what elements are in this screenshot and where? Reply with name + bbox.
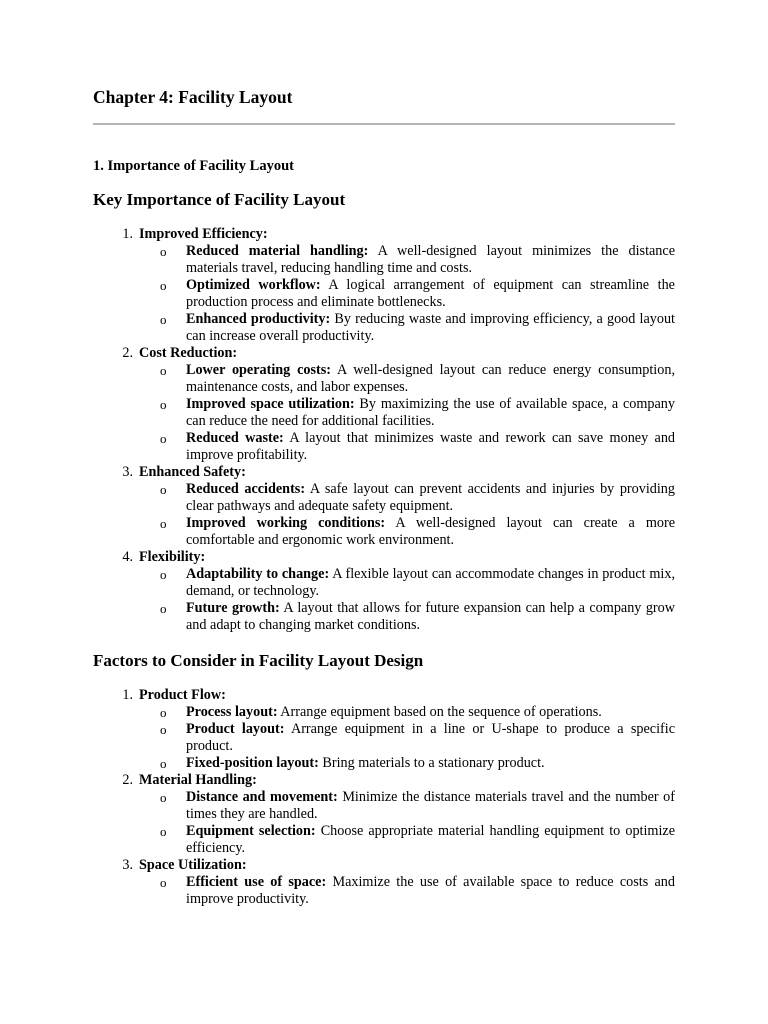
list-number: 2. [122, 345, 133, 361]
sub-item-text: By maximizing the use of available space, a company can reduce the need for additional facilities. [186, 396, 675, 429]
sub-item-term: Future growth: [186, 600, 280, 616]
list-item-label: Flexibility: [139, 549, 206, 565]
sub-item-term: Product layout: [186, 721, 285, 737]
bullet-icon: o [160, 601, 167, 616]
section-heading: Factors to Consider in Facility Layout Design [93, 651, 424, 670]
sub-list-item [139, 874, 675, 908]
sub-item-term: Distance and movement: [186, 789, 338, 805]
section-heading: Key Importance of Facility Layout [93, 190, 346, 209]
sub-list-item [139, 515, 675, 549]
list-number: 1. [122, 687, 133, 703]
sub-item-text: A layout that allows for future expansion can help a company grow and adapt to changing market conditions. [186, 600, 675, 633]
list-number: 1. [122, 226, 133, 242]
sub-item-text: Arrange equipment in a line or U-shape to produce a specific product. [186, 721, 675, 754]
list-item [93, 687, 675, 772]
sub-item-term: Equipment selection: [186, 823, 316, 839]
sub-item-text: A logical arrangement of equipment can streamline the production process and eliminate bottlenecks. [186, 277, 675, 310]
sub-item-text: Choose appropriate material handling equipment to optimize efficiency. [186, 823, 675, 856]
bullet-icon: o [160, 722, 167, 737]
sub-item-term: Fixed-position layout: [186, 755, 319, 771]
list-item-label: Enhanced Safety: [139, 464, 246, 480]
sub-list [139, 362, 675, 464]
list-item-label: Space Utilization: [139, 857, 247, 873]
document-body [93, 189, 675, 908]
sub-list-item [139, 430, 675, 464]
section-subheading: 1. Importance of Facility Layout [93, 158, 294, 174]
sub-item-text: Arrange equipment based on the sequence of operations. [277, 704, 602, 720]
sub-list-item [139, 277, 675, 311]
sub-item-term: Reduced material handling: [186, 243, 369, 259]
sub-item-text: A well-designed layout can reduce energy consumption, maintenance costs, and labor expenses. [186, 362, 675, 395]
list-number: 4. [122, 549, 133, 565]
list-item [93, 464, 675, 549]
sub-list-item [139, 823, 675, 857]
bullet-icon: o [160, 278, 167, 293]
sub-item-text: A layout that minimizes waste and rework can save money and improve profitability. [186, 430, 676, 463]
sub-item-text: A well-designed layout can create a more comfortable and ergonomic work environment. [186, 515, 676, 548]
sub-item-term: Improved space utilization: [186, 396, 355, 412]
sub-item-term: Reduced waste: [186, 430, 284, 446]
bullet-icon: o [160, 363, 167, 378]
bullet-icon: o [160, 567, 167, 582]
sub-item-text: By reducing waste and improving efficiency, a good layout can increase overall productivity. [186, 311, 675, 344]
list-item [93, 549, 675, 634]
list-item-label: Cost Reduction: [139, 345, 238, 361]
bullet-icon: o [160, 824, 167, 839]
sub-list-item [139, 704, 675, 721]
sub-list-item [139, 311, 675, 345]
sub-item-term: Adaptability to change: [186, 566, 330, 582]
bullet-icon: o [160, 397, 167, 412]
sub-item-term: Efficient use of space: [186, 874, 327, 890]
list-item [93, 226, 675, 345]
sub-list [139, 874, 675, 908]
bullet-icon: o [160, 312, 167, 327]
bullet-icon: o [160, 705, 167, 720]
bullet-icon: o [160, 482, 167, 497]
sub-list-item [139, 721, 675, 755]
sub-item-text: A well-designed layout minimizes the distance materials travel, reducing handling time and costs. [186, 243, 675, 276]
sub-item-text: Bring materials to a stationary product. [318, 755, 545, 771]
sub-list-item [139, 600, 675, 634]
bullet-icon: o [160, 875, 167, 890]
sub-list-item [139, 243, 675, 277]
sub-item-term: Enhanced productivity: [186, 311, 331, 327]
numbered-list [93, 226, 675, 634]
sub-list [139, 789, 675, 857]
sub-list-item [139, 789, 675, 823]
sub-item-term: Lower operating costs: [186, 362, 331, 378]
sub-item-text: A flexible layout can accommodate changes in product mix, demand, or technology. [186, 566, 676, 599]
numbered-list [93, 687, 675, 908]
list-item [93, 857, 675, 908]
sub-list-item [139, 566, 675, 600]
bullet-icon: o [160, 431, 167, 446]
chapter-title: Chapter 4: Facility Layout [93, 87, 293, 107]
section-factors [93, 650, 675, 908]
list-item [93, 345, 675, 464]
list-item-label: Improved Efficiency: [139, 226, 268, 242]
section-key-importance [93, 189, 675, 634]
sub-item-term: Process layout: [186, 704, 278, 720]
sub-item-term: Optimized workflow: [186, 277, 321, 293]
sub-list [139, 566, 675, 634]
sub-item-text: Maximize the use of available space to reduce costs and improve productivity. [186, 874, 675, 907]
bullet-icon: o [160, 756, 167, 771]
sub-list [139, 481, 675, 549]
list-number: 3. [122, 857, 133, 873]
bullet-icon: o [160, 516, 167, 531]
list-item [93, 772, 675, 857]
sub-item-text: Minimize the distance materials travel and the number of times they are handled. [186, 789, 675, 822]
list-number: 3. [122, 464, 133, 480]
sub-list [139, 243, 675, 345]
list-item-label: Product Flow: [139, 687, 226, 703]
sub-item-text: A safe layout can prevent accidents and injuries by providing clear pathways and adequate safety equipment. [186, 481, 675, 514]
sub-list-item [139, 481, 675, 515]
list-item-label: Material Handling: [139, 772, 257, 788]
bullet-icon: o [160, 790, 167, 805]
bullet-icon: o [160, 244, 167, 259]
sub-item-term: Improved working conditions: [186, 515, 386, 531]
sub-list-item [139, 755, 675, 772]
sub-list-item [139, 396, 675, 430]
sub-list [139, 704, 675, 772]
horizontal-rule [93, 123, 675, 125]
sub-list-item [139, 362, 675, 396]
list-number: 2. [122, 772, 133, 788]
sub-item-term: Reduced accidents: [186, 481, 306, 497]
